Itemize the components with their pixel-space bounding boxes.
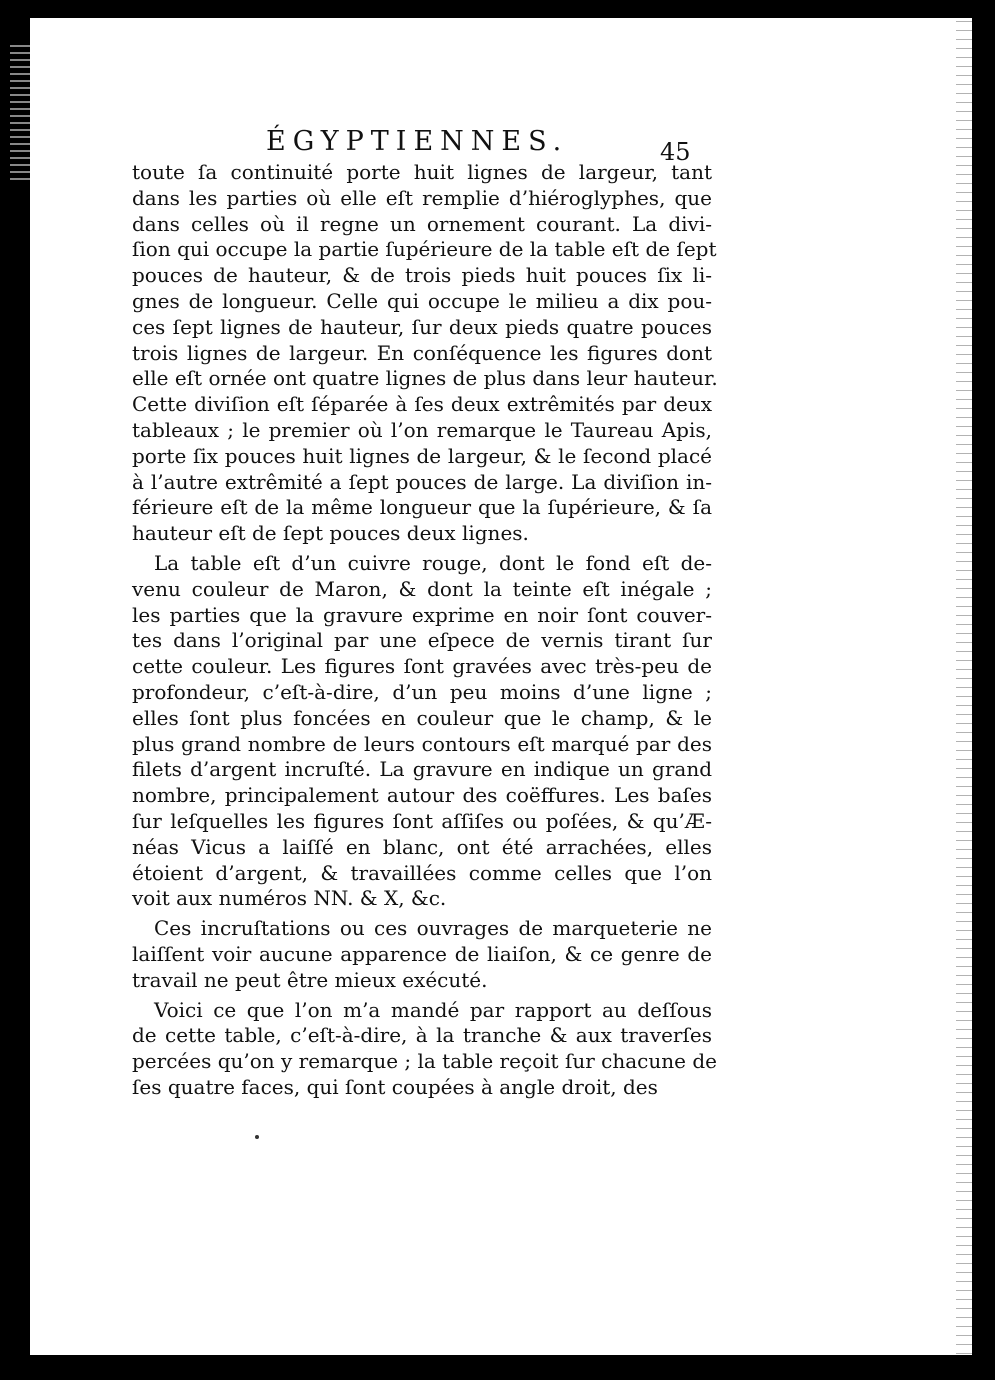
text-line: porte ſix pouces huit lignes de largeur, & le ſecond placé <box>132 443 712 468</box>
paragraph <box>132 916 712 993</box>
text-line: La table eſt d’un cuivre rouge, dont le fond eſt de- <box>154 550 712 575</box>
text-line: percées qu’on y remarque ; la table reçoit ſur chacune de <box>132 1049 717 1074</box>
text-line: ſion qui occupe la partie ſupérieure de la table eſt de ſept <box>132 237 717 262</box>
body-text <box>132 160 718 1101</box>
text-line: férieure eſt de la même longueur que la ſupérieure, & ſa <box>132 495 712 520</box>
page-edge-left <box>10 40 32 180</box>
text-line: tes dans l’original par une eſpece de vernis tirant ſur <box>132 628 712 653</box>
text-line: profondeur, c’eſt-à-dire, d’un peu moins d’une ligne ; <box>132 679 712 704</box>
text-line: étoient d’argent, & travaillées comme celles que l’on <box>132 860 712 885</box>
text-line: dans les parties où elle eſt remplie d’hiéroglyphes, que <box>132 185 712 210</box>
text-line: travail ne peut être mieux exécuté. <box>132 967 488 992</box>
paragraph <box>132 997 717 1101</box>
running-head: ÉGYPTIENNES. <box>266 126 569 157</box>
text-line: hauteur eſt de ſept pouces deux lignes. <box>132 521 529 546</box>
text-line: de cette table, c’eſt-à-dire, à la tranche & aux traverſes <box>132 1023 712 1048</box>
text-line: les parties que la gravure exprime en noir ſont couver- <box>132 602 712 627</box>
text-line: venu couleur de Maron, & dont la teinte eſt inégale ; <box>132 576 712 601</box>
text-line: à l’autre extrêmité a ſept pouces de large. La diviſion in- <box>132 469 712 494</box>
paragraph <box>132 551 712 912</box>
text-line: cette couleur. Les figures ſont gravées avec très-peu de <box>132 654 712 679</box>
text-line: elles ſont plus foncées en couleur que le champ, & le <box>132 705 712 730</box>
paragraph <box>132 160 718 547</box>
text-line: ſes quatre faces, qui ſont coupées à angle droit, des <box>132 1074 658 1099</box>
page-header <box>0 116 995 166</box>
text-line: filets d’argent incruſté. La gravure en indique un grand <box>132 757 712 782</box>
text-line: néas Vicus a laiſſé en blanc, ont été arrachées, elles <box>132 834 712 859</box>
text-line: toute ſa continuité porte huit lignes de largeur, tant <box>132 160 712 184</box>
text-line: gnes de longueur. Celle qui occupe le milieu a dix pou- <box>132 288 712 313</box>
text-line: nombre, principalement autour des coëffures. Les baſes <box>132 783 712 808</box>
text-line: laiſſent voir aucune apparence de liaiſon, & ce genre de <box>132 941 712 966</box>
text-line: elle eſt ornée ont quatre lignes de plus dans leur hauteur. <box>132 366 718 391</box>
text-line: Voici ce que l’on m’a mandé par rapport au deſſous <box>154 997 712 1022</box>
text-line: plus grand nombre de leurs contours eſt marqué par des <box>132 731 712 756</box>
page-number: 45 <box>660 138 691 166</box>
text-line: tableaux ; le premier où l’on remarque le Taureau Apis, <box>132 417 712 442</box>
ink-speck <box>255 1135 259 1139</box>
text-line: pouces de hauteur, & de trois pieds huit pouces ſix li- <box>132 263 712 288</box>
text-line: Ces incruſtations ou ces ouvrages de marqueterie ne <box>154 916 712 941</box>
text-line: Cette diviſion eſt ſéparée à ſes deux extrêmités par deux <box>132 392 712 417</box>
text-line: dans celles où il regne un ornement courant. La divi- <box>132 211 712 236</box>
page-edge-right <box>956 18 972 1355</box>
text-line: voit aux numéros NN. & X, &c. <box>132 886 447 911</box>
text-line: ces ſept lignes de hauteur, ſur deux pieds quatre pouces <box>132 314 712 339</box>
text-line: ſur leſquelles les figures ſont aſſiſes ou poſées, & qu’Æ- <box>132 808 712 833</box>
text-line: trois lignes de largeur. En conſéquence les figures dont <box>132 340 712 365</box>
